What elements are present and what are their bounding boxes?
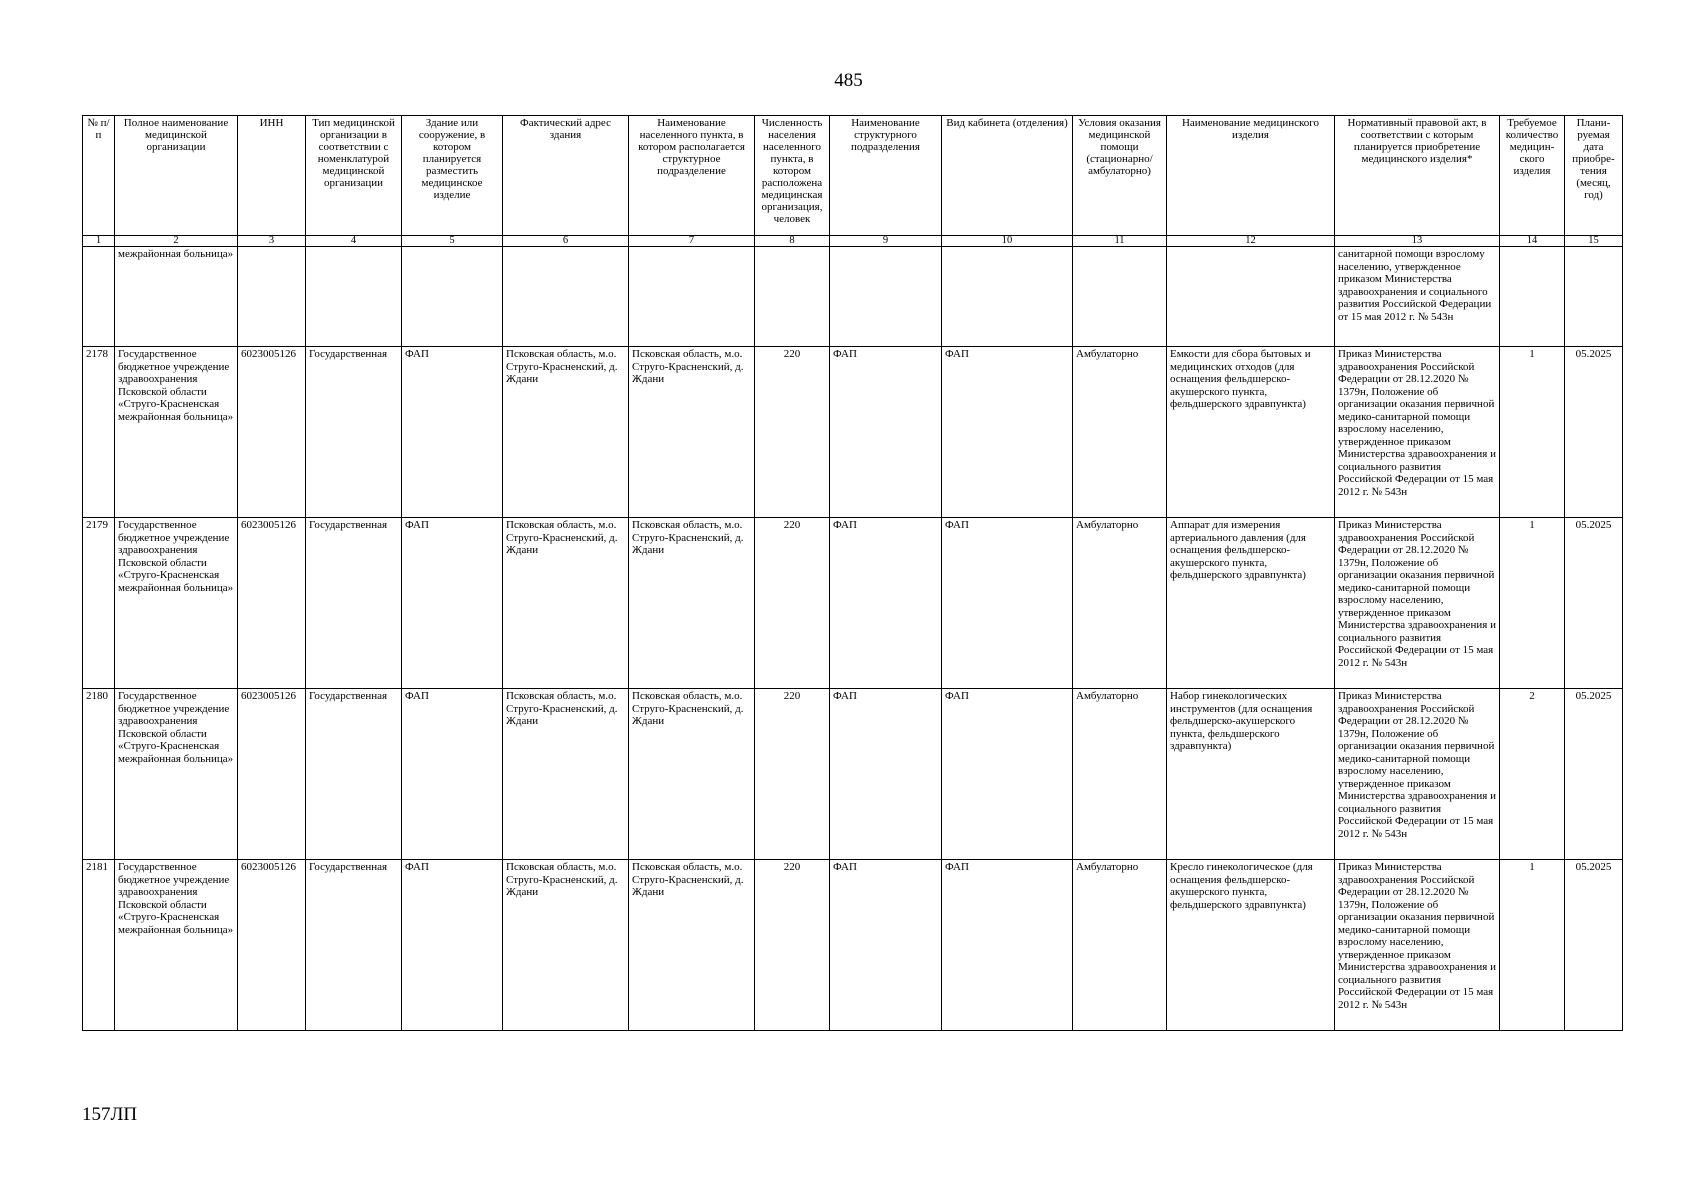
cell-org: Государственное бюджетное учреждение здравоохранения Псковской области «Струго-Красненская межрайонная больница» xyxy=(115,347,238,518)
cell-address: Псковская область, м.о. Струго-Красненский, д. Ждани xyxy=(503,347,629,518)
cell-qty: 2 xyxy=(1500,689,1565,860)
cell-type: Государственная xyxy=(306,518,402,689)
cell-conditions: Амбулаторно xyxy=(1073,860,1167,1031)
column-number: 10 xyxy=(942,236,1073,247)
cell-settlement xyxy=(629,247,755,347)
cell-inn: 6023005126 xyxy=(238,860,306,1031)
cell-unit xyxy=(830,247,942,347)
column-number: 15 xyxy=(1565,236,1623,247)
header-cell: Требуемое количество медицин-ского изделия xyxy=(1500,116,1565,236)
cell-device: Набор гинекологических инструментов (для оснащения фельдшерско-акушерского пункта, фельдшерского здравпункта) xyxy=(1167,689,1335,860)
cell-inn xyxy=(238,247,306,347)
column-number: 4 xyxy=(306,236,402,247)
header-row xyxy=(83,116,1623,236)
cell-num xyxy=(83,247,115,347)
table-row xyxy=(83,860,1623,1031)
cell-settlement: Псковская область, м.о. Струго-Красненский, д. Ждани xyxy=(629,347,755,518)
cell-org: межрайонная больница» xyxy=(115,247,238,347)
column-number: 9 xyxy=(830,236,942,247)
cell-qty xyxy=(1500,247,1565,347)
cell-qty: 1 xyxy=(1500,860,1565,1031)
header-cell: Нормативный правовой акт, в соответствии с которым планируется приобретение медицинского изделия* xyxy=(1335,116,1500,236)
cell-device xyxy=(1167,247,1335,347)
header-cell: Фактический адрес здания xyxy=(503,116,629,236)
table-row xyxy=(83,518,1623,689)
cell-device: Емкости для сбора бытовых и медицинских отходов (для оснащения фельдшерско-акушерского пункта, фельдшерского здравпункта) xyxy=(1167,347,1335,518)
cell-type: Государственная xyxy=(306,860,402,1031)
cell-unit: ФАП xyxy=(830,860,942,1031)
cell-conditions: Амбулаторно xyxy=(1073,347,1167,518)
column-number: 12 xyxy=(1167,236,1335,247)
header-cell: Плани-руемая дата приобре-тения (месяц, год) xyxy=(1565,116,1623,236)
cell-org: Государственное бюджетное учреждение здравоохранения Псковской области «Струго-Красненская межрайонная больница» xyxy=(115,518,238,689)
header-cell: ИНН xyxy=(238,116,306,236)
cell-address: Псковская область, м.о. Струго-Красненский, д. Ждани xyxy=(503,860,629,1031)
cell-num: 2179 xyxy=(83,518,115,689)
header-cell: Наименование структурного подразделения xyxy=(830,116,942,236)
cell-building: ФАП xyxy=(402,860,503,1031)
header-cell: Условия оказания медицинской помощи (стационарно/ амбулаторно) xyxy=(1073,116,1167,236)
cell-type: Государственная xyxy=(306,689,402,860)
cell-address: Псковская область, м.о. Струго-Красненский, д. Ждани xyxy=(503,518,629,689)
cell-settlement: Псковская область, м.о. Струго-Красненский, д. Ждани xyxy=(629,518,755,689)
cell-population: 220 xyxy=(755,347,830,518)
cell-inn: 6023005126 xyxy=(238,347,306,518)
header-cell: Тип медицинской организации в соответствии с номенклатурой медицинской организации xyxy=(306,116,402,236)
page-number: 485 xyxy=(834,70,863,91)
cell-conditions xyxy=(1073,247,1167,347)
continuation-row xyxy=(83,247,1623,347)
cell-num: 2178 xyxy=(83,347,115,518)
cell-num: 2180 xyxy=(83,689,115,860)
cell-settlement: Псковская область, м.о. Струго-Красненский, д. Ждани xyxy=(629,689,755,860)
cell-num: 2181 xyxy=(83,860,115,1031)
cell-cabinet: ФАП xyxy=(942,518,1073,689)
cell-cabinet xyxy=(942,247,1073,347)
column-number: 13 xyxy=(1335,236,1500,247)
cell-address: Псковская область, м.о. Струго-Красненский, д. Ждани xyxy=(503,689,629,860)
cell-device: Аппарат для измерения артериального давления (для оснащения фельдшерско-акушерского пункта, фельдшерского здравпункта) xyxy=(1167,518,1335,689)
header-cell: Полное наименование медицинской организации xyxy=(115,116,238,236)
footer-document-code: 157ЛП xyxy=(82,1104,138,1125)
cell-building: ФАП xyxy=(402,347,503,518)
cell-population xyxy=(755,247,830,347)
cell-org: Государственное бюджетное учреждение здравоохранения Псковской области «Струго-Красненская межрайонная больница» xyxy=(115,860,238,1031)
cell-date xyxy=(1565,247,1623,347)
header-cell: Наименование населенного пункта, в котором располагается структурное подразделение xyxy=(629,116,755,236)
cell-population: 220 xyxy=(755,518,830,689)
table-row xyxy=(83,347,1623,518)
column-number: 7 xyxy=(629,236,755,247)
header-cell: Вид кабинета (отделения) xyxy=(942,116,1073,236)
cell-type xyxy=(306,247,402,347)
table-row xyxy=(83,689,1623,860)
cell-conditions: Амбулаторно xyxy=(1073,689,1167,860)
column-number: 5 xyxy=(402,236,503,247)
cell-inn: 6023005126 xyxy=(238,518,306,689)
cell-org: Государственное бюджетное учреждение здравоохранения Псковской области «Струго-Красненская межрайонная больница» xyxy=(115,689,238,860)
cell-unit: ФАП xyxy=(830,518,942,689)
cell-act: Приказ Министерства здравоохранения Российской Федерации от 28.12.2020 № 1379н, Положение об организации оказания первичной медико-санитарной помощи взрослому населению, утвержденное приказом Министерства здравоохранения и социального развития Российской Федерации от 15 мая 2012 г. № 543н xyxy=(1335,689,1500,860)
cell-building: ФАП xyxy=(402,518,503,689)
header-cell: Наименование медицинского изделия xyxy=(1167,116,1335,236)
column-number-row xyxy=(83,236,1623,247)
cell-qty: 1 xyxy=(1500,518,1565,689)
column-number: 14 xyxy=(1500,236,1565,247)
cell-address xyxy=(503,247,629,347)
cell-type: Государственная xyxy=(306,347,402,518)
medical-device-table xyxy=(82,115,1623,1031)
cell-building: ФАП xyxy=(402,689,503,860)
column-number: 11 xyxy=(1073,236,1167,247)
cell-act: Приказ Министерства здравоохранения Российской Федерации от 28.12.2020 № 1379н, Положение об организации оказания первичной медико-санитарной помощи взрослому населению, утвержденное приказом Министерства здравоохранения и социального развития Российской Федерации от 15 мая 2012 г. № 543н xyxy=(1335,860,1500,1031)
header-cell: Численность населения населенного пункта, в котором расположена медицинская организация, человек xyxy=(755,116,830,236)
column-number: 8 xyxy=(755,236,830,247)
cell-population: 220 xyxy=(755,860,830,1031)
cell-act: санитарной помощи взрослому населению, утвержденное приказом Министерства здравоохранения и социального развития Российской Федерации от 15 мая 2012 г. № 543н xyxy=(1335,247,1500,347)
column-number: 3 xyxy=(238,236,306,247)
cell-date: 05.2025 xyxy=(1565,347,1623,518)
cell-population: 220 xyxy=(755,689,830,860)
cell-device: Кресло гинекологическое (для оснащения фельдшерско-акушерского пункта, фельдшерского здравпункта) xyxy=(1167,860,1335,1031)
cell-cabinet: ФАП xyxy=(942,860,1073,1031)
column-number: 2 xyxy=(115,236,238,247)
cell-qty: 1 xyxy=(1500,347,1565,518)
cell-date: 05.2025 xyxy=(1565,689,1623,860)
cell-cabinet: ФАП xyxy=(942,689,1073,860)
cell-unit: ФАП xyxy=(830,689,942,860)
cell-inn: 6023005126 xyxy=(238,689,306,860)
cell-date: 05.2025 xyxy=(1565,518,1623,689)
cell-unit: ФАП xyxy=(830,347,942,518)
header-cell: № п/п xyxy=(83,116,115,236)
cell-act: Приказ Министерства здравоохранения Российской Федерации от 28.12.2020 № 1379н, Положение об организации оказания первичной медико-санитарной помощи взрослому населению, утвержденное приказом Министерства здравоохранения и социального развития Российской Федерации от 15 мая 2012 г. № 543н xyxy=(1335,347,1500,518)
cell-date: 05.2025 xyxy=(1565,860,1623,1031)
header-cell: Здание или сооружение, в котором планируется разместить медицинское изделие xyxy=(402,116,503,236)
cell-act: Приказ Министерства здравоохранения Российской Федерации от 28.12.2020 № 1379н, Положение об организации оказания первичной медико-санитарной помощи взрослому населению, утвержденное приказом Министерства здравоохранения и социального развития Российской Федерации от 15 мая 2012 г. № 543н xyxy=(1335,518,1500,689)
cell-building xyxy=(402,247,503,347)
column-number: 1 xyxy=(83,236,115,247)
cell-settlement: Псковская область, м.о. Струго-Красненский, д. Ждани xyxy=(629,860,755,1031)
cell-cabinet: ФАП xyxy=(942,347,1073,518)
cell-conditions: Амбулаторно xyxy=(1073,518,1167,689)
column-number: 6 xyxy=(503,236,629,247)
